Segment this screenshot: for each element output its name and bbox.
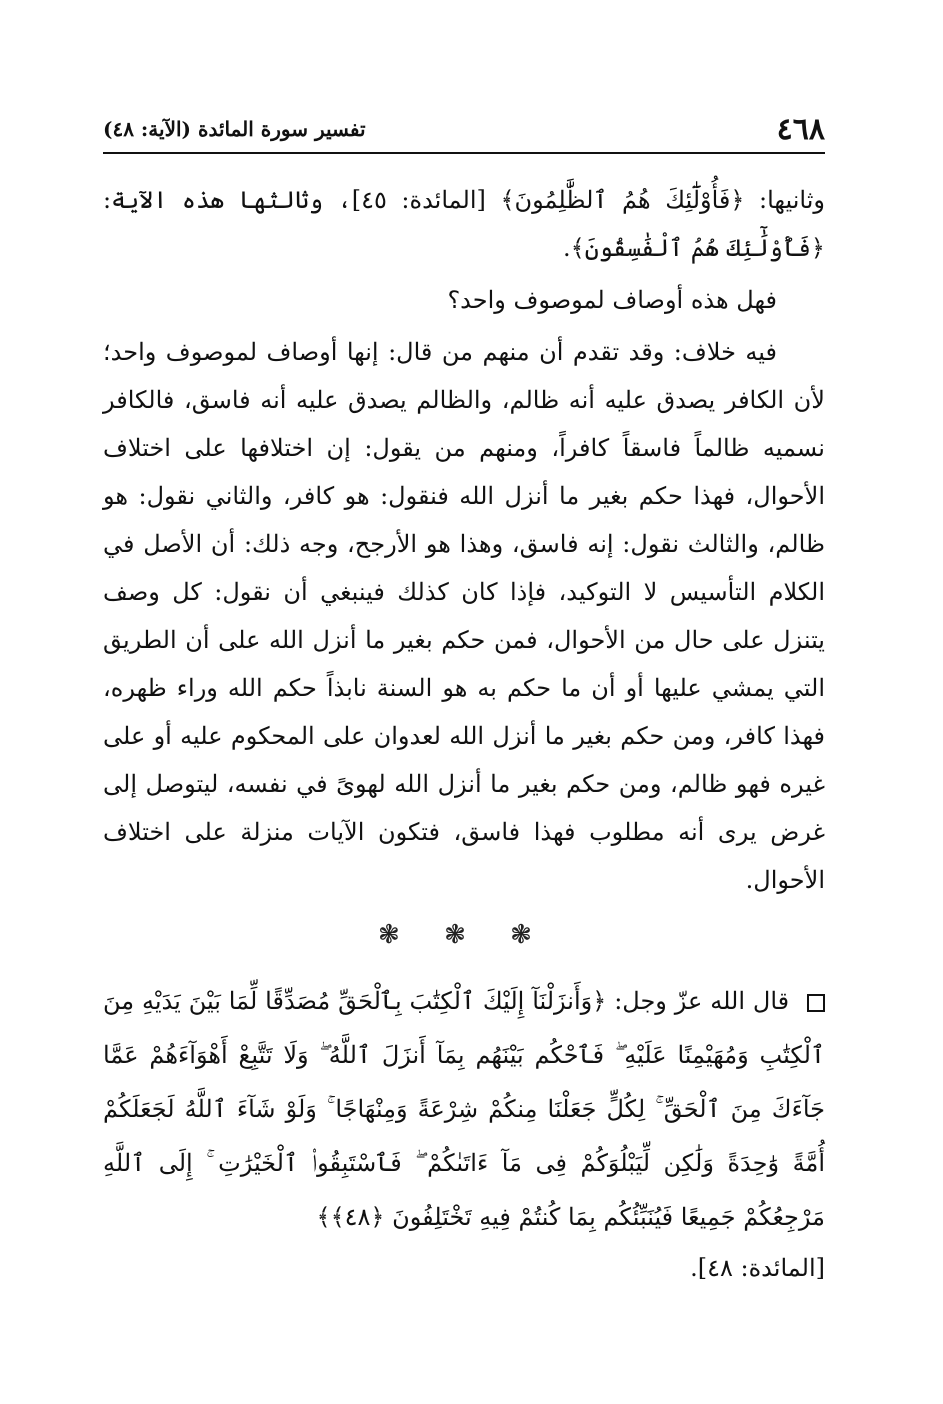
running-header [103, 108, 825, 150]
verse-block [103, 974, 825, 1244]
running-title: تفسير سورة المائدة (الآية: ٤٨) [103, 117, 366, 141]
page-number: ٤٦٨ [776, 111, 825, 147]
page-content [103, 176, 825, 1292]
section-divider: ❃ ❃ ❃ [378, 920, 550, 950]
verse-text: ﴿وَأَنزَلْنَآ إِلَيْكَ ٱلْكِتَٰبَ بِٱلْحَقِّ مُصَدِّقًا لِّمَا بَيْنَ يَدَيْهِ مِنَ ٱلْكِتَٰبِ وَمُهَيْمِنًا عَلَيْهِ ۖ فَٱحْكُم بَيْنَهُم بِمَآ أَنزَلَ ٱللَّهُ ۖ وَلَا تَتَّبِعْ أَهْوَآءَهُمْ عَمَّا جَآءَكَ مِنَ ٱلْحَقِّ ۚ لِكُلٍّ جَعَلْنَا مِنكُمْ شِرْعَةً وَمِنْهَاجًا ۚ وَلَوْ شَآءَ ٱللَّهُ لَجَعَلَكُمْ أُمَّةً وَٰحِدَةً وَلَٰكِن لِّيَبْلُوَكُمْ فِى مَآ ءَاتَىٰكُمْ ۖ فَٱسْتَبِقُوا۟ ٱلْخَيْرَٰتِ ۚ إِلَى ٱللَّهِ مَرْجِعُكُمْ جَمِيعًا فَيُنَبِّئُكُم بِمَا كُنتُمْ فِيهِ تَخْتَلِفُونَ ﴿٤٨﴾﴾ [103, 987, 825, 1231]
header-rule [103, 152, 825, 154]
paragraph-question: فهل هذه أوصاف لموصوف واحد؟ [447, 286, 777, 314]
paragraph-discussion: فيه خلاف: وقد تقدم أن منهم من قال: إنها أوصاف لموصوف واحد؛ لأن الكافر يصدق عليه أنه ظالم، والظالم يصدق عليه أنه فاسق، فالكافر نسميه ظالماً فاسقاً كافراً، ومنهم من يقول: إن اختلافها على اختلاف الأحوال، فهذا حكم بغير ما أنزل الله فنقول: هو كافر، والثاني نقول: هو ظالم، والثالث نقول: إنه فاسق، وهذا هو الأرجح، وجه ذلك: أن الأصل في الكلام التأسيس لا التوكيد، فإذا كان كذلك فينبغي أن نقول: كل وصف يتنزل على حال من الأحوال، فمن حكم بغير ما أنزل الله على أن الطريق التي يمشي عليها أو أن ما حكم به هو السنة نابذاً حكم الله وراء ظهره، فهذا كافر، ومن حكم بغير ما أنزل الله لعدوان على المحكوم عليه أو على غيره فهو ظالم، ومن حكم بغير ما أنزل الله لهوىً في نفسه، ليتوصل إلى غرض يرى أنه مطلوب فهذا فاسق، فتكون الآيات منزلة على اختلاف الأحوال. [103, 338, 825, 894]
checkbox-icon [807, 994, 825, 1012]
paragraph-quran-references: وثانيها: ﴿فَأُوْلَٰٓئِكَ هُمُ ٱلظَّٰلِمُونَ﴾ [المائدة: ٤٥]، وثالثها هذه الآية: ﴿فَأُوْلَٰٓئِكَ هُمُ ٱلْفَٰسِقُونَ﴾. [103, 186, 825, 262]
verse-reference: [المائدة: ٤٨]. [690, 1254, 825, 1282]
verse-intro: قال الله عزّ وجل: [614, 987, 790, 1015]
